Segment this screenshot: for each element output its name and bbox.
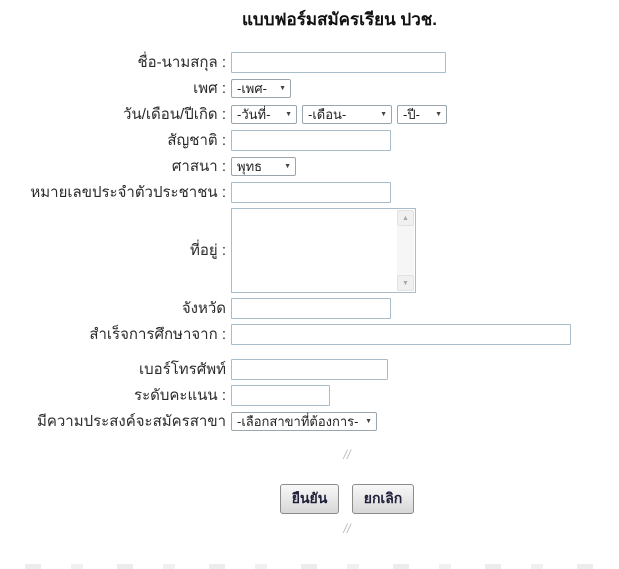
form-row-phone: [0, 359, 619, 380]
form-row-gender: [0, 78, 619, 99]
separator-top: //: [343, 447, 351, 462]
chevron-down-icon: ▼: [284, 163, 291, 170]
name-input[interactable]: [231, 52, 446, 73]
name-label: ชื่อ-นามสกุล :: [137, 54, 226, 71]
grade-label: ระดับคะแนน :: [134, 387, 226, 404]
address-textarea-frame: [231, 208, 416, 293]
textarea-scrollbar[interactable]: [397, 210, 414, 291]
province-input[interactable]: [231, 298, 391, 319]
cropped-text-line: [25, 564, 614, 569]
birth-day-select-value: -วันที่-: [237, 107, 271, 122]
form-row-birthdate: [0, 104, 619, 125]
form-row-citizen-id: [0, 182, 619, 203]
major-select-value: -เลือกสาขาที่ต้องการ-: [237, 414, 359, 429]
form-row-name: [0, 52, 619, 73]
birthdate-label: วัน/เดือน/ปีเกิด :: [123, 106, 226, 123]
button-bar: [0, 484, 619, 514]
confirm-button[interactable]: ยืนยัน: [280, 484, 340, 514]
form-row-major: [0, 411, 619, 432]
religion-select[interactable]: [231, 157, 296, 176]
chevron-down-icon: ▼: [435, 111, 442, 118]
form-row-nationality: [0, 130, 619, 151]
chevron-down-icon: ▼: [365, 418, 372, 425]
form-row-graduated-from: [0, 324, 619, 345]
major-select[interactable]: [231, 412, 377, 431]
nationality-label: สัญชาติ :: [167, 132, 226, 149]
major-label: มีความประสงค์จะสมัครสาขา: [36, 413, 226, 430]
birth-year-select[interactable]: [397, 105, 447, 124]
birth-day-select[interactable]: [231, 105, 297, 124]
form-row-grade: [0, 385, 619, 406]
cancel-button[interactable]: ยกเลิก: [352, 484, 415, 514]
form-row-religion: [0, 156, 619, 177]
citizen-id-label: หมายเลขประจำตัวประชาชน :: [30, 184, 226, 201]
graduated-from-input[interactable]: [231, 324, 571, 345]
chevron-down-icon: ▼: [380, 111, 387, 118]
phone-input[interactable]: [231, 359, 388, 380]
citizen-id-input[interactable]: [231, 182, 391, 203]
chevron-down-icon: ▼: [285, 111, 292, 118]
address-label: ที่อยู่ :: [189, 242, 226, 259]
phone-label: เบอร์โทรศัพท์: [138, 361, 226, 378]
religion-select-value: พุทธ: [237, 159, 263, 174]
gender-label: เพศ :: [193, 80, 226, 97]
gender-select-value: -เพศ-: [237, 81, 267, 96]
form-row-province: [0, 298, 619, 319]
birth-month-select-value: -เดือน-: [308, 107, 347, 122]
province-label: จังหวัด: [181, 300, 226, 317]
address-textarea[interactable]: [232, 209, 396, 292]
religion-label: ศาสนา :: [171, 158, 226, 175]
registration-form: [0, 52, 619, 432]
scroll-up-icon[interactable]: ▲: [397, 210, 414, 226]
form-row-address: [0, 208, 619, 293]
nationality-input[interactable]: [231, 130, 391, 151]
scroll-down-icon[interactable]: ▼: [397, 275, 414, 291]
chevron-down-icon: ▼: [279, 85, 286, 92]
birth-month-select[interactable]: [302, 105, 392, 124]
gender-select[interactable]: [231, 79, 291, 98]
separator-bottom: //: [343, 521, 351, 536]
grade-input[interactable]: [231, 385, 330, 406]
page-title: แบบฟอร์มสมัครเรียน ปวช.: [241, 10, 438, 29]
birth-year-select-value: -ปี-: [403, 107, 420, 122]
graduated-from-label: สำเร็จการศึกษาจาก :: [89, 326, 226, 343]
